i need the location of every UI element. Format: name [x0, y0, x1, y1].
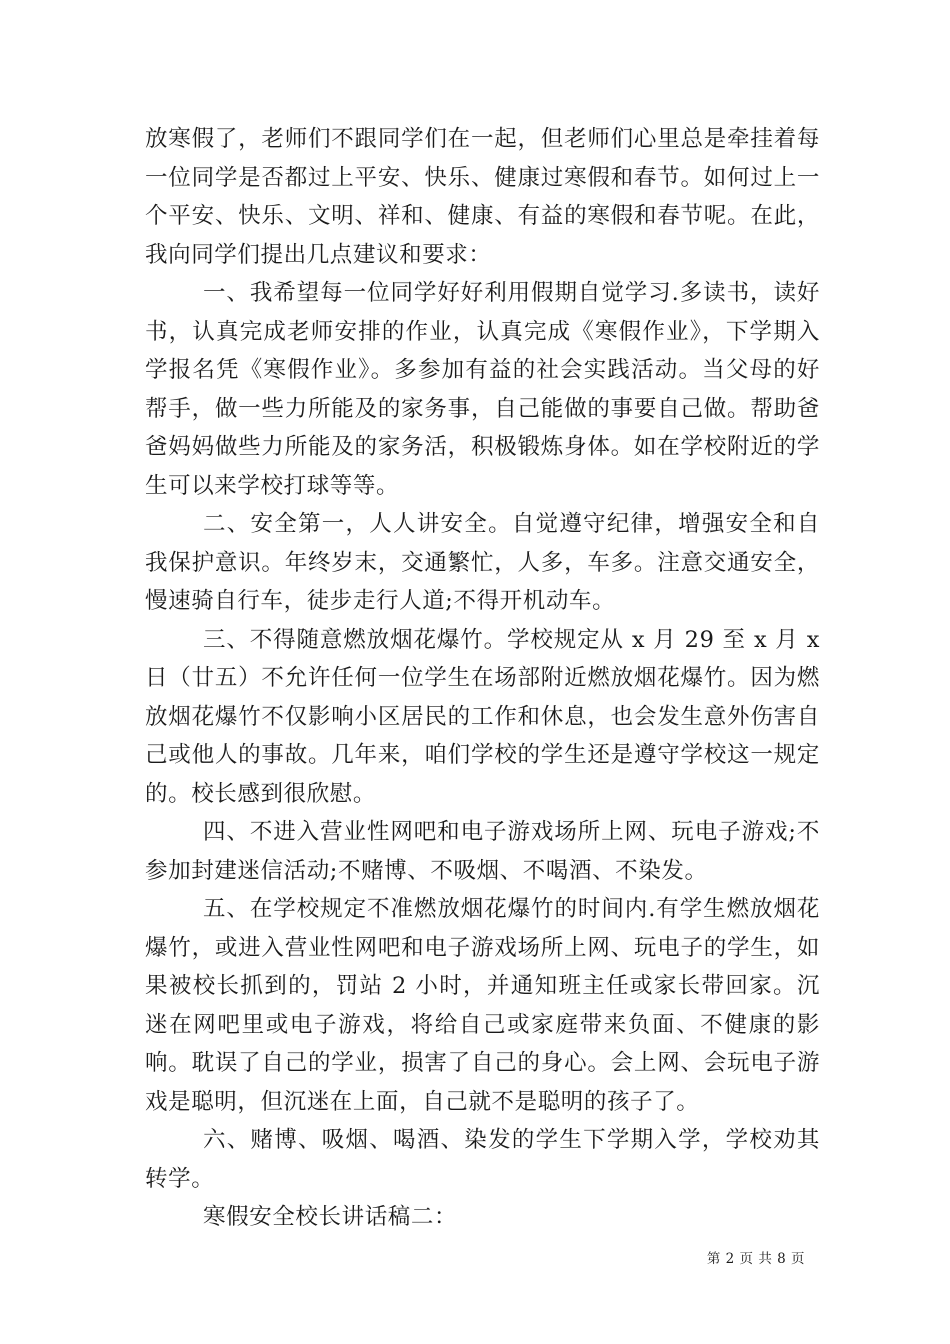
- paragraph-point-5: 五、在学校规定不准燃放烟花爆竹的时间内.有学生燃放烟花爆竹，或进入营业性网吧和电子游戏场所上网、玩电子的学生，如果被校长抓到的，罚站 2 小时，并通知班主任或家长带回家。沉迷在网吧里或电子游戏，将给自己或家庭带来负面、不健康的影响。耽误了自己的学业，损害了自己的身心。会上网、会玩电子游戏是聪明，但沉迷在上面，自己就不是聪明的孩子了。: [145, 896, 820, 1115]
- document-body: [145, 120, 820, 1237]
- paragraph-point-1: 一、我希望每一位同学好好利用假期自觉学习.多读书，读好书，认真完成老师安排的作业，认真完成《寒假作业》，下学期入学报名凭《寒假作业》。多参加有益的社会实践活动。当父母的好帮手，做一些力所能及的家务事，自己能做的事要自己做。帮助爸爸妈妈做些力所能及的家务活，积极锻炼身体。如在学校附近的学生可以来学校打球等等。: [145, 280, 820, 499]
- paragraph-intro: 放寒假了，老师们不跟同学们在一起，但老师们心里总是牵挂着每一位同学是否都过上平安、快乐、健康过寒假和春节。如何过上一个平安、快乐、文明、祥和、健康、有益的寒假和春节呢。在此，我向同学们提出几点建议和要求：: [145, 126, 820, 268]
- paragraph-point-2: 二、安全第一，人人讲安全。自觉遵守纪律，增强安全和自我保护意识。年终岁末，交通繁忙，人多，车多。注意交通安全，慢速骑自行车，徒步走行人道;不得开机动车。: [145, 511, 820, 614]
- page-indicator: 第 2 页 共 8 页: [706, 1251, 805, 1267]
- paragraph-point-3: 三、不得随意燃放烟花爆竹。学校规定从 x 月 29 至 x 月 x 日（廿五）不允许任何一位学生在场部附近燃放烟花爆竹。因为燃放烟花爆竹不仅影响小区居民的工作和休息，也会发生意外伤害自己或他人的事故。几年来，咱们学校的学生还是遵守学校这一规定的。校长感到很欣慰。: [145, 626, 820, 807]
- paragraph-point-4: 四、不进入营业性网吧和电子游戏场所上网、玩电子游戏;不参加封建迷信活动;不赌博、不吸烟、不喝酒、不染发。: [145, 819, 820, 884]
- section-heading-speech-two: 寒假安全校长讲话稿二：: [203, 1204, 458, 1230]
- paragraph-point-6: 六、赌博、吸烟、喝酒、染发的学生下学期入学，学校劝其转学。: [145, 1127, 820, 1192]
